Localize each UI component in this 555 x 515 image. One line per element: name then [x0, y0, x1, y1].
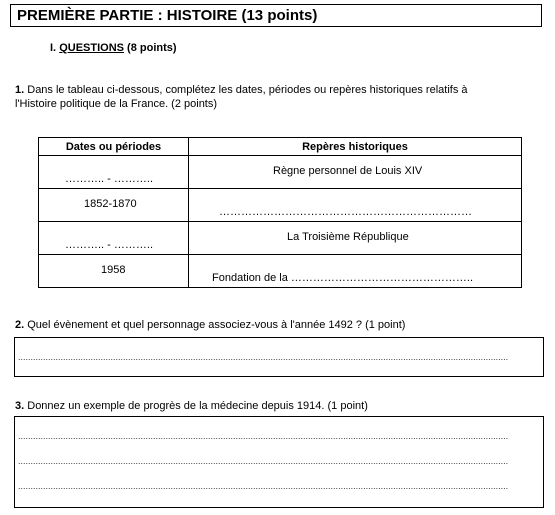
section-heading: [50, 42, 177, 54]
header-dates: Dates ou périodes: [39, 138, 189, 156]
question-3-number: 3.: [15, 400, 25, 412]
history-table: [38, 137, 522, 288]
question-2-text: Quel évènement et quel personnage associez-vous à l'année 1492 ? (1 point): [27, 319, 406, 331]
table-row: [39, 156, 522, 189]
event-cell[interactable]: ……………………………………………………………: [219, 206, 472, 218]
answer-line[interactable]: ....................................................................................................................................................................................................: [18, 431, 509, 441]
section-label: QUESTIONS: [59, 42, 124, 54]
question-1-line-1: Dans le tableau ci-dessous, complétez les dates, périodes ou repères historiques relatifs à: [27, 84, 468, 96]
question-1: [15, 83, 468, 111]
date-cell: 1958: [101, 264, 126, 276]
header-reperes: Repères historiques: [189, 138, 522, 156]
question-2: [15, 318, 405, 332]
date-cell[interactable]: ……….. - ………..: [65, 239, 153, 251]
date-cell: 1852-1870: [84, 198, 137, 210]
answer-box-2[interactable]: [14, 337, 544, 377]
table-row: [39, 255, 522, 288]
section-points: (8 points): [127, 42, 177, 54]
event-cell: Règne personnel de Louis XIV: [273, 165, 423, 177]
question-3-text: Donnez un exemple de progrès de la médecine depuis 1914. (1 point): [27, 400, 368, 412]
date-cell[interactable]: ……….. - ………..: [65, 173, 153, 185]
part-title: PREMIÈRE PARTIE : HISTOIRE (13 points): [17, 7, 318, 24]
event-cell: La Troisième République: [287, 231, 409, 243]
question-2-number: 2.: [15, 319, 25, 331]
table-header-row: [39, 138, 522, 156]
answer-line[interactable]: ....................................................................................................................................................................................................: [18, 456, 509, 466]
answer-line[interactable]: ....................................................................................................................................................................................................: [18, 352, 509, 362]
section-number: I.: [50, 42, 57, 54]
answer-line[interactable]: ....................................................................................................................................................................................................: [18, 481, 509, 491]
event-cell[interactable]: Fondation de la …………………………………………..: [212, 272, 474, 284]
table-row: [39, 222, 522, 255]
answer-box-3[interactable]: [14, 416, 544, 508]
part-title-box: [10, 4, 542, 27]
table-row: [39, 189, 522, 222]
question-1-line-2: l'Histoire politique de la France. (2 points): [15, 98, 218, 110]
question-1-number: 1.: [15, 84, 25, 96]
question-3: [15, 399, 368, 413]
